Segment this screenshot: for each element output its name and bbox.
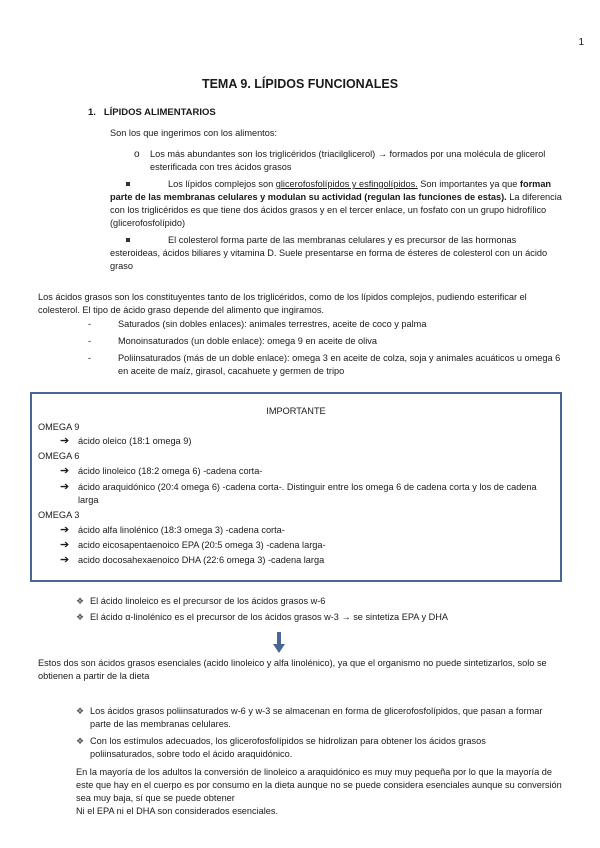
box-title: IMPORTANTE [266,406,326,416]
arrow-icon: ➔ [60,539,70,551]
star-item: El ácido α-linolénico es el precursor de los ácidos grasos w-3 → se sintetiza EPA y DHA [90,612,448,622]
b3-text: El colesterol forma parte de las membranas celulares y es precursor de las hormonas esteroideas, ácidos biliares y vitamina D. Suele presentarse en forma de ésteres de colesterol con un ácido graso [110,235,548,271]
arrow-icon: ➔ [60,465,70,477]
fatty-acid-types-list [88,318,568,382]
b2-bold: forman parte de las membranas celulares y modulan su actividad (regulan las funciones de estas). [110,179,552,202]
diamond-bullet-icon: ❖ [76,736,85,746]
omega3-heading: OMEGA 3 [38,510,80,520]
paragraph-conversion [76,766,568,818]
circle-bullet-icon: o [134,149,140,160]
epa-dha-text: Ni el EPA ni el DHA son considerados esenciales. [76,806,279,816]
b2-post: La diferencia con los triglicéridos es que tiene dos ácidos grasos y en el tercer enlace, un fosfato con un grupo hidrofílico (glicerofosfolípido) [110,192,562,228]
section-title: LÍPIDOS ALIMENTARIOS [103,107,216,118]
square-bullet-icon [126,238,130,242]
bullet-triglycerides: Los más abundantes son los triglicéridos (triacilglicerol) → formados por una molécula de glicerol esterificada con tres ácidos grasos [150,149,546,172]
conversion-text: En la mayoría de los adultos la conversión de linoleico a araquidónico es muy muy pequeña por lo que la mayoría de este que hay en el cuerpo es por consumo en la dieta aunque no se puede considera esenciales aunque su conversión sea muy baja, sí que se puede obtener [76,767,562,803]
important-box [30,392,562,582]
omega6-item: ácido araquidónico (20:4 omega 6) -cadena corta-. Distinguir entre los omega 6 de cadena corta y los de cadena larga [78,482,537,505]
b2-pre: Los lípidos complejos son [168,179,276,189]
diamond-bullet-icon: ❖ [76,596,85,606]
b2-underlined: glicerofosfolípidos y esfingolípidos. [275,179,418,189]
dash-icon: - [88,336,92,346]
bullet-cholesterol [110,234,562,273]
b2-mid: Son importantes ya que [417,179,520,189]
down-arrow-icon [272,632,286,654]
dash-icon: - [88,319,92,329]
paragraph-fatty-acids: Los ácidos grasos son los constituyentes tanto de los triglicéridos, como de los lípidos complejos, pudiendo esterificar el colesterol. El tipo de ácido graso depende del alimento que ingiramos. [38,292,527,315]
list-item: - Saturados (sin dobles enlaces): animales terrestres, aceite de coco y palma [88,319,427,329]
star-item: Los ácidos grasos poliinsaturados w-6 y w-3 se almacenan en forma de glicerofosfolípidos, que pasan a formar parte de las membranas celulares. [90,706,543,729]
omega6-heading: OMEGA 6 [38,451,80,461]
arrow-icon: ➔ [60,554,70,566]
diamond-bullet-icon: ❖ [76,612,85,622]
list-item: - Monoinsaturados (un doble enlace): omega 9 en aceite de oliva [88,336,377,346]
section-heading [88,106,216,119]
paragraph-essential: Estos dos son ácidos grasos esenciales (acido linoleico y alfa linolénico), ya que el organismo no puede sintetizarlos, solo se obtienen a partir de la dieta [38,658,547,681]
star-item: Con los estímulos adecuados, los glicerofosfolípidos se hidrolizan para obtener los ácidos grasos poliinsaturados, sobre todo el ácido araquidónico. [90,736,486,759]
page-number: 1 [578,37,584,48]
omega3-item: ácido alfa linolénico (18:3 omega 3) -cadena corta- [78,525,285,535]
omega6-item: ácido linoleico (18:2 omega 6) -cadena corta- [78,466,263,476]
omega3-item: acido eicosapentaenoico EPA (20:5 omega 3) -cadena larga- [78,540,326,550]
square-bullet-icon [126,182,130,186]
section-number: 1. [88,107,96,118]
omega9-heading: OMEGA 9 [38,422,80,432]
star-item: El ácido linoleico es el precursor de los ácidos grasos w-6 [90,596,326,606]
dash-icon: - [88,353,92,363]
diamond-bullet-icon: ❖ [76,706,85,716]
omega9-item: ácido oleico (18:1 omega 9) [78,436,192,446]
arrow-icon: ➔ [60,524,70,536]
arrow-icon: ➔ [60,435,70,447]
intro-text: Son los que ingerimos con los alimentos: [110,128,277,138]
arrow-icon: ➔ [60,481,70,493]
page-title: TEMA 9. LÍPIDOS FUNCIONALES [201,77,399,91]
list-item: - Poliinsaturados (más de un doble enlace): omega 3 en aceite de colza, soja y animales acuáticos u omega 6 en aceite de maíz, girasol, cacahuete y germen de tripo [88,353,561,376]
bullet-complex-lipids [110,178,562,230]
omega3-item: acido docosahexaenoico DHA (22:6 omega 3) -cadena larga [78,555,325,565]
